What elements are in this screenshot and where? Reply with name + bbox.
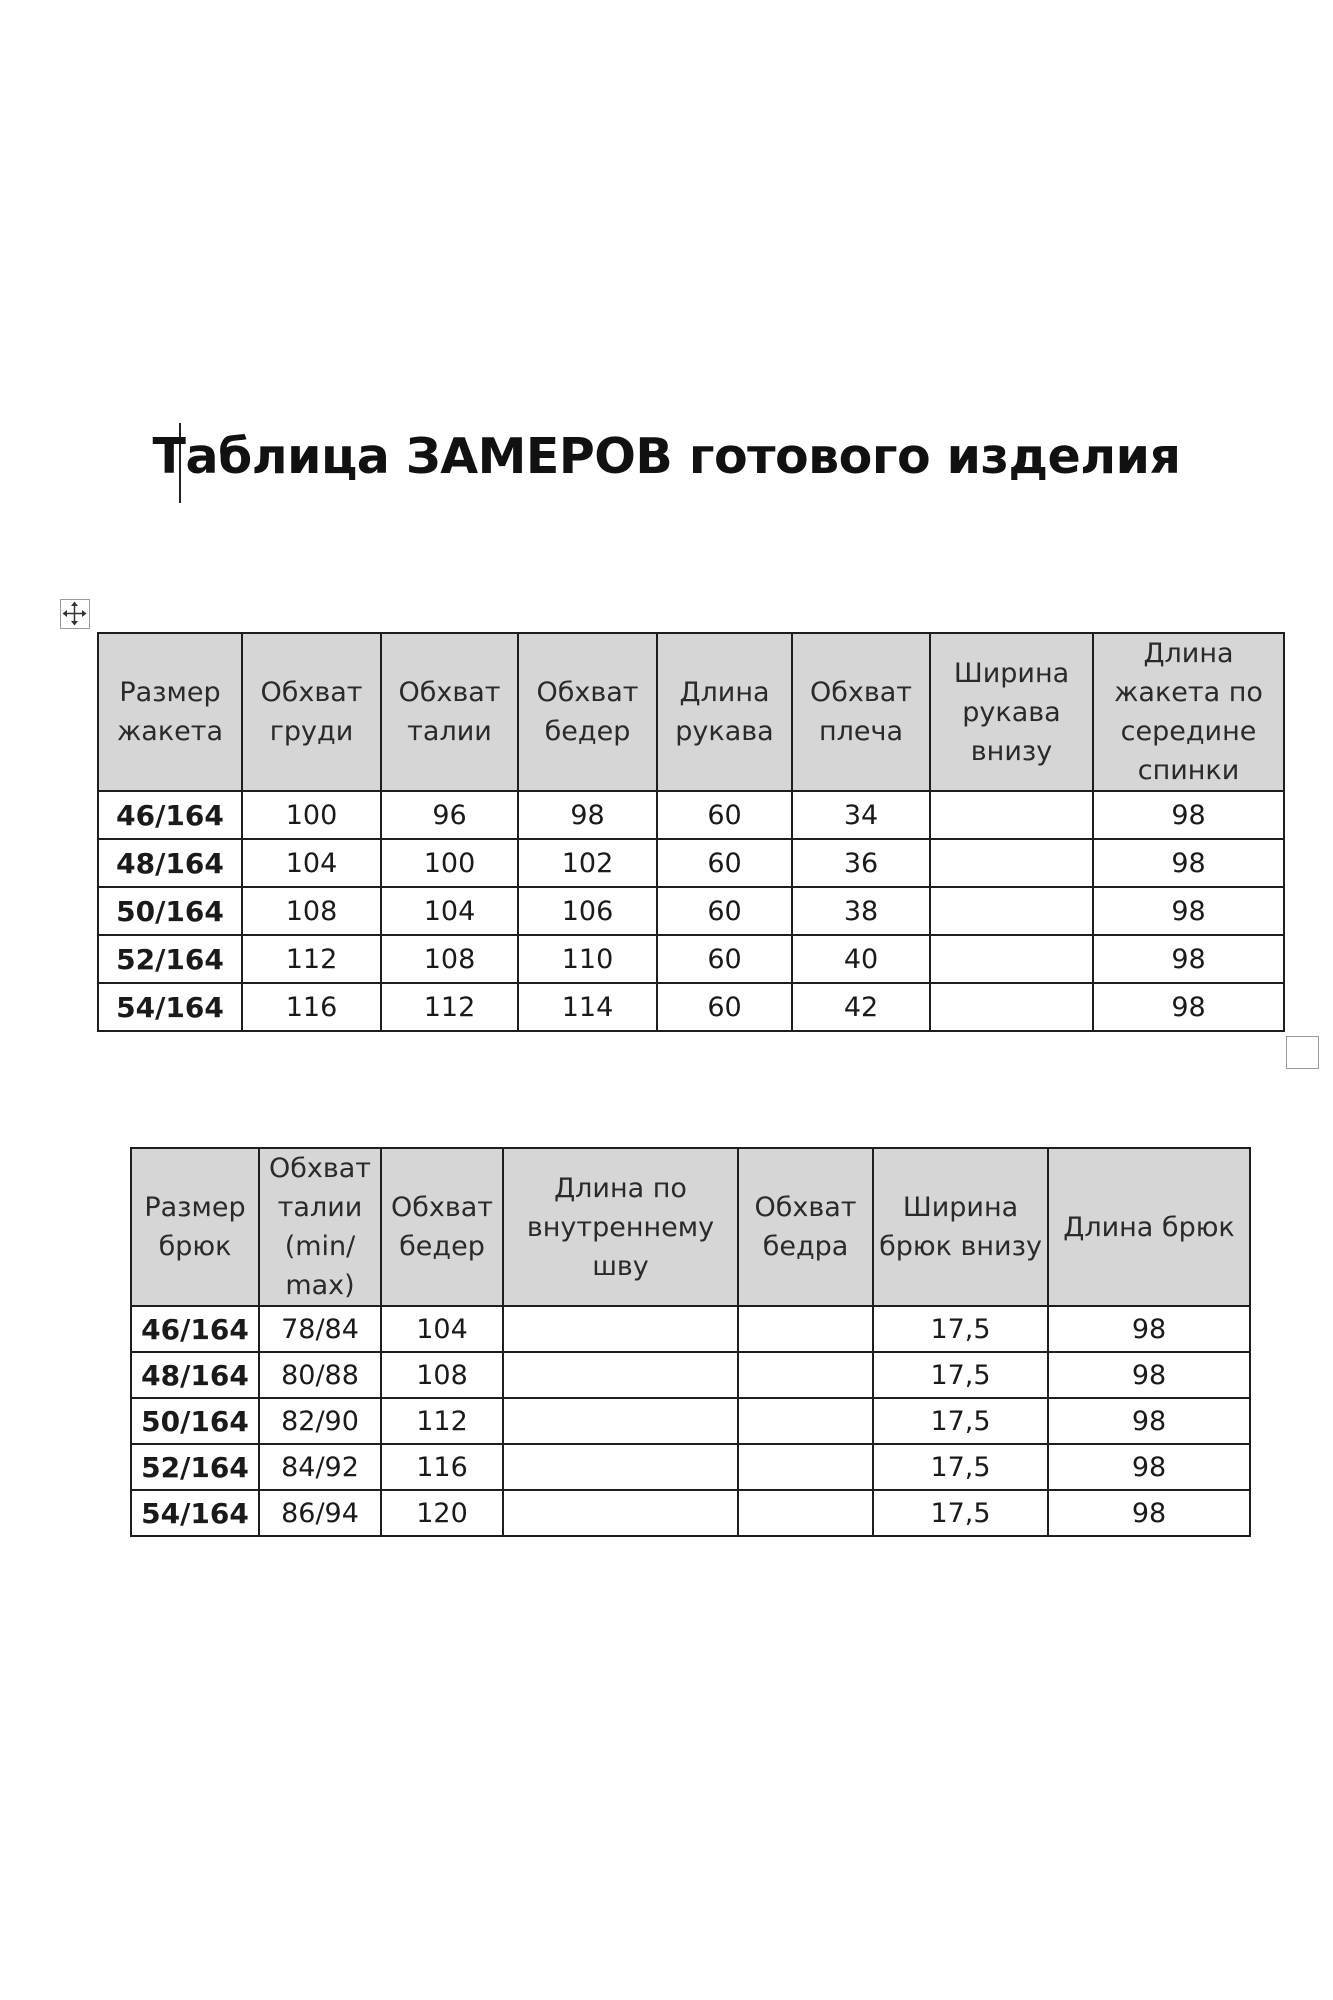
table-cell: [738, 1306, 873, 1352]
table-cell: 98: [1048, 1490, 1250, 1536]
table-cell: 110: [518, 935, 657, 983]
table-cell: 104: [381, 887, 518, 935]
table-cell: 98: [1048, 1306, 1250, 1352]
table-cell: [930, 839, 1093, 887]
table-cell: 17,5: [873, 1490, 1048, 1536]
table-cell: [930, 887, 1093, 935]
table-cell: [930, 983, 1093, 1031]
table-row: [98, 791, 1284, 839]
table-cell: 100: [381, 839, 518, 887]
size-cell: 52/164: [131, 1444, 259, 1490]
table-cell: [503, 1490, 738, 1536]
header-cell: Обхват бедер: [518, 633, 657, 791]
header-cell: Обхват бедер: [381, 1148, 503, 1306]
header-row: [98, 633, 1284, 791]
table-cell: 60: [657, 791, 792, 839]
table-cell: 96: [381, 791, 518, 839]
table-cell: 100: [242, 791, 381, 839]
table-cell: 108: [381, 1352, 503, 1398]
table-cell: [503, 1306, 738, 1352]
header-cell: Обхват плеча: [792, 633, 930, 791]
size-cell: 48/164: [98, 839, 242, 887]
table-row: [131, 1398, 1250, 1444]
header-row: [131, 1148, 1250, 1306]
header-cell: Длина жакета по середине спинки: [1093, 633, 1284, 791]
table-cell: [738, 1352, 873, 1398]
header-cell: Длина по внутреннему шву: [503, 1148, 738, 1306]
table-row: [131, 1306, 1250, 1352]
table-cell: 42: [792, 983, 930, 1031]
table-cell: 98: [518, 791, 657, 839]
table-cell: 98: [1093, 983, 1284, 1031]
table-cell: [930, 791, 1093, 839]
resize-square-icon[interactable]: [1286, 1036, 1319, 1069]
header-cell: Длина рукава: [657, 633, 792, 791]
table-cell: 40: [792, 935, 930, 983]
table-cell: 60: [657, 983, 792, 1031]
table-cell: 98: [1048, 1444, 1250, 1490]
size-cell: 54/164: [98, 983, 242, 1031]
table-cell: 98: [1093, 887, 1284, 935]
table-row: [131, 1490, 1250, 1536]
table-cell: [503, 1398, 738, 1444]
table-cell: 98: [1093, 791, 1284, 839]
size-cell: 50/164: [98, 887, 242, 935]
table-cell: 112: [381, 983, 518, 1031]
size-cell: 48/164: [131, 1352, 259, 1398]
table-row: [98, 839, 1284, 887]
table-cell: 38: [792, 887, 930, 935]
header-cell: Обхват груди: [242, 633, 381, 791]
table-row: [98, 935, 1284, 983]
table-cell: 112: [242, 935, 381, 983]
table-row: [131, 1444, 1250, 1490]
header-cell: Длина брюк: [1048, 1148, 1250, 1306]
table-cell: [930, 935, 1093, 983]
table-cell: [503, 1444, 738, 1490]
table-cell: 17,5: [873, 1398, 1048, 1444]
table-cell: 120: [381, 1490, 503, 1536]
table-cell: 114: [518, 983, 657, 1031]
pants-measurements-table: [130, 1147, 1251, 1537]
size-cell: 54/164: [131, 1490, 259, 1536]
table-cell: 86/94: [259, 1490, 381, 1536]
table-cell: [738, 1398, 873, 1444]
header-cell: Размер жакета: [98, 633, 242, 791]
table-cell: 98: [1093, 839, 1284, 887]
size-cell: 46/164: [98, 791, 242, 839]
table-row: [98, 887, 1284, 935]
table-cell: 17,5: [873, 1444, 1048, 1490]
table-cell: 60: [657, 839, 792, 887]
table-cell: 116: [381, 1444, 503, 1490]
table-cell: 84/92: [259, 1444, 381, 1490]
header-cell: Обхват бедра: [738, 1148, 873, 1306]
table-cell: 82/90: [259, 1398, 381, 1444]
table-cell: 116: [242, 983, 381, 1031]
move-arrows-icon[interactable]: [60, 599, 90, 629]
table-cell: 102: [518, 839, 657, 887]
table-cell: 108: [381, 935, 518, 983]
table-cell: 60: [657, 935, 792, 983]
table-cell: 104: [381, 1306, 503, 1352]
table-cell: [503, 1352, 738, 1398]
table-cell: 17,5: [873, 1352, 1048, 1398]
table-cell: 98: [1093, 935, 1284, 983]
table-cell: 98: [1048, 1398, 1250, 1444]
table-cell: 108: [242, 887, 381, 935]
page-title: Таблица ЗАМЕРОВ готового изделия: [152, 428, 1181, 485]
table-cell: [738, 1444, 873, 1490]
table-cell: 17,5: [873, 1306, 1048, 1352]
table-cell: 112: [381, 1398, 503, 1444]
table-cell: [738, 1490, 873, 1536]
header-cell: Обхват талии: [381, 633, 518, 791]
size-cell: 46/164: [131, 1306, 259, 1352]
table-cell: 104: [242, 839, 381, 887]
table-cell: 80/88: [259, 1352, 381, 1398]
size-cell: 52/164: [98, 935, 242, 983]
jacket-measurements-table: [97, 632, 1285, 1032]
header-cell: Ширина брюк внизу: [873, 1148, 1048, 1306]
header-cell: Ширина рукава внизу: [930, 633, 1093, 791]
table-row: [98, 983, 1284, 1031]
table-cell: 34: [792, 791, 930, 839]
table-cell: 78/84: [259, 1306, 381, 1352]
header-cell: Обхват талии (min/ max): [259, 1148, 381, 1306]
table-cell: 36: [792, 839, 930, 887]
header-cell: Размер брюк: [131, 1148, 259, 1306]
size-cell: 50/164: [131, 1398, 259, 1444]
table-cell: 106: [518, 887, 657, 935]
table-row: [131, 1352, 1250, 1398]
table-cell: 98: [1048, 1352, 1250, 1398]
table-cell: 60: [657, 887, 792, 935]
